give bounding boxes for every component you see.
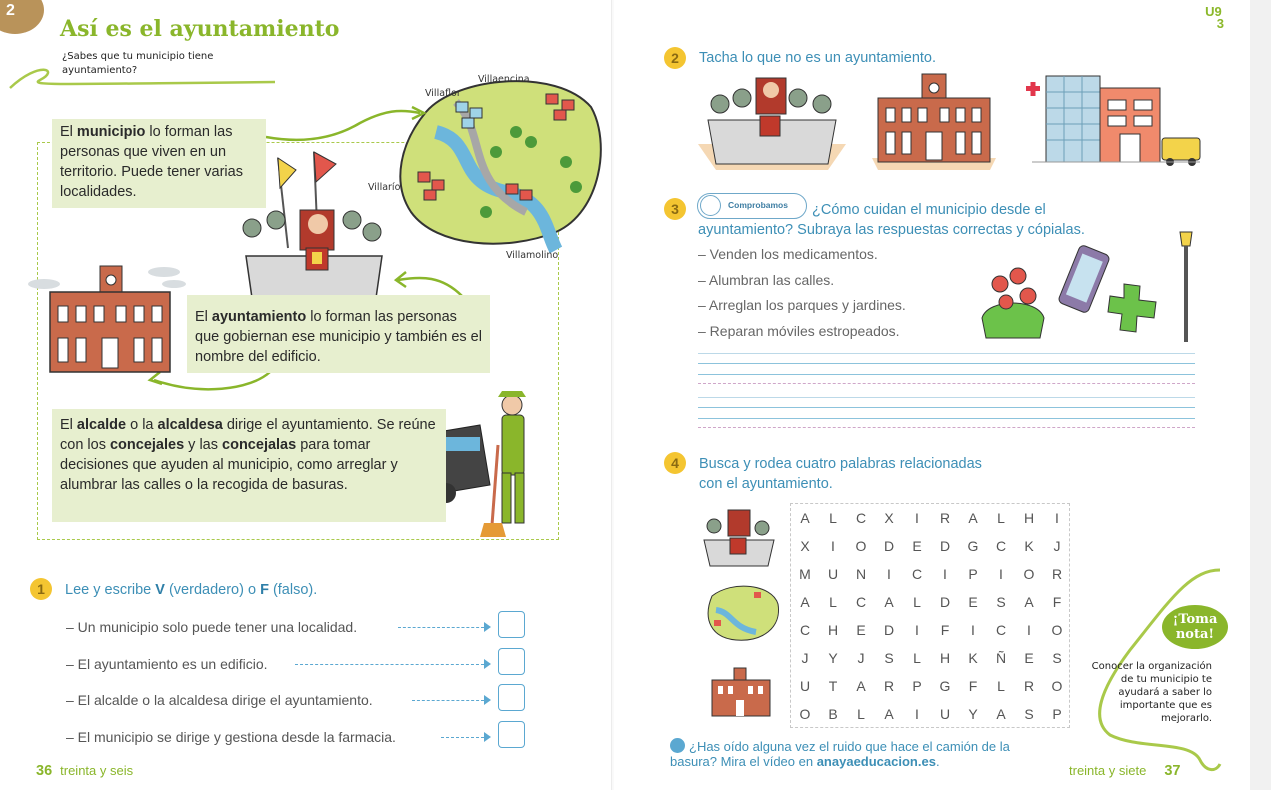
unit-tag-line: 3 — [1216, 16, 1224, 31]
grid-letter[interactable]: L — [829, 594, 837, 610]
grid-letter[interactable]: O — [1051, 622, 1063, 638]
grid-letter[interactable]: D — [883, 622, 895, 638]
dotted-arrow — [441, 737, 484, 738]
grid-row — [791, 588, 1071, 616]
page-title: Así es el ayuntamiento — [60, 16, 340, 42]
grid-letter[interactable]: D — [939, 538, 951, 554]
page-number: 37 — [1164, 763, 1181, 779]
activity-2-instruction: Tacha lo que no es un ayuntamiento. — [699, 50, 936, 66]
unit-tab-number: 2 — [6, 2, 15, 19]
grid-letter[interactable]: F — [968, 678, 978, 694]
info-text: lo forman las personas que gobiernan ese municipio y también es el nombre del edificio. — [195, 309, 482, 365]
grid-row — [791, 644, 1071, 672]
page-subtitle: ¿Sabes que tu municipio tiene ayuntamiento? — [62, 51, 214, 76]
arrow-head-icon — [484, 622, 491, 632]
grid-letter[interactable]: P — [968, 566, 978, 582]
grid-letter[interactable]: H — [939, 650, 951, 666]
council-meeting-option[interactable] — [698, 74, 846, 170]
grid-letter[interactable]: R — [1051, 566, 1063, 582]
activity-3-question-line2: ayuntamiento? Subraya las respuestas correctas y cópialas. — [698, 222, 1085, 238]
activity-1-instruction — [65, 580, 317, 600]
council-thumbnail — [700, 506, 778, 570]
info-box-ayuntamiento — [187, 295, 490, 373]
true-false-statement: – El alcalde o la alcaldesa dirige el ayuntamiento. — [66, 692, 373, 708]
grid-letter[interactable]: M — [799, 566, 811, 582]
grid-letter[interactable]: S — [1024, 706, 1034, 722]
page-edge — [1250, 0, 1271, 790]
toma-nota-badge — [1162, 605, 1228, 649]
grid-letter[interactable]: K — [968, 650, 978, 666]
grid-letter[interactable]: J — [857, 650, 865, 666]
grid-letter[interactable]: S — [1052, 650, 1062, 666]
info-keyword: alcaldesa — [157, 417, 223, 433]
dotted-arrow — [412, 700, 484, 701]
grid-letter[interactable]: U — [939, 706, 951, 722]
grid-letter[interactable]: L — [997, 678, 1005, 694]
grid-letter[interactable]: P — [912, 678, 922, 694]
page-footer-right — [1069, 763, 1180, 779]
map-thumbnail — [702, 580, 780, 644]
writing-lines-2[interactable] — [698, 397, 1195, 428]
grid-letter[interactable]: S — [884, 650, 894, 666]
toma-nota-text: Conocer la organización de tu municipio te ayudará a saber lo importante que es mejorarlo. — [1091, 661, 1212, 724]
grid-letter[interactable]: B — [828, 706, 838, 722]
info-text: y las — [184, 437, 223, 453]
grid-letter[interactable]: L — [857, 706, 865, 722]
dotted-arrow — [398, 627, 484, 628]
grid-letter[interactable]: C — [995, 538, 1007, 554]
page-number-words: treinta y seis — [60, 763, 134, 778]
grid-letter[interactable]: I — [1055, 510, 1059, 526]
grid-row — [791, 504, 1071, 532]
town-hall-illustration — [14, 258, 194, 378]
pharmacy-cross-icon — [1106, 282, 1160, 334]
page-number: 36 — [36, 763, 53, 779]
instruction-keyword: V — [155, 582, 165, 598]
grid-row — [791, 616, 1071, 644]
answer-option[interactable]: – Reparan móviles estropeados. — [698, 323, 900, 339]
grid-letter[interactable]: I — [1027, 622, 1031, 638]
grid-letter[interactable]: P — [1052, 706, 1062, 722]
flowers-icon — [978, 268, 1048, 340]
grid-letter[interactable]: U — [827, 566, 839, 582]
instruction-text: (verdadero) o — [164, 582, 261, 598]
grid-letter[interactable]: H — [1023, 510, 1035, 526]
town-hall-thumbnail — [708, 666, 774, 718]
place-label-villaencina: Villaencina — [478, 74, 530, 85]
grid-letter[interactable]: L — [829, 510, 837, 526]
grid-letter[interactable]: O — [1023, 566, 1035, 582]
grid-letter[interactable]: A — [856, 678, 866, 694]
grid-letter[interactable]: X — [884, 510, 894, 526]
grid-letter[interactable]: A — [800, 510, 810, 526]
activity-4-instruction-line2: con el ayuntamiento. — [699, 476, 833, 492]
info-keyword: concejales — [109, 437, 185, 453]
instruction-text: (falso). — [268, 582, 318, 598]
dotted-arrow — [295, 664, 484, 665]
badge-label: Comprobamos — [728, 200, 788, 210]
grid-letter[interactable]: H — [827, 622, 839, 638]
grid-letter[interactable]: O — [1051, 678, 1063, 694]
answer-box-2[interactable] — [498, 648, 525, 675]
grid-letter[interactable]: E — [912, 538, 922, 554]
info-text: o la — [126, 417, 158, 433]
info-text: dirige el ayuntamiento. Se reúne con los — [60, 417, 436, 453]
subtitle-underline — [0, 60, 290, 120]
grid-letter[interactable]: I — [971, 622, 975, 638]
info-text: para tomar decisiones que ayuden al municipio, como arreglar y alumbrar las calles o la recogida de basuras. — [60, 437, 398, 493]
grid-letter[interactable]: J — [1053, 538, 1061, 554]
grid-letter[interactable]: A — [1024, 594, 1034, 610]
grid-letter[interactable]: J — [801, 650, 809, 666]
grid-letter[interactable]: O — [855, 538, 867, 554]
grid-letter[interactable]: E — [1024, 650, 1034, 666]
grid-row — [791, 532, 1071, 560]
info-text: El — [60, 417, 77, 433]
town-hall-option[interactable] — [872, 72, 996, 170]
grid-letter[interactable]: O — [799, 706, 811, 722]
left-page — [0, 0, 612, 790]
grid-letter[interactable]: F — [940, 622, 950, 638]
true-false-statement: – Un municipio solo puede tener una localidad. — [66, 619, 358, 635]
arrow-head-icon — [484, 659, 491, 669]
grid-letter[interactable]: C — [799, 622, 811, 638]
grid-letter[interactable]: X — [800, 538, 810, 554]
word-search-grid[interactable] — [790, 503, 1070, 728]
activity-4-instruction-line1: Busca y rodea cuatro palabras relacionadas — [699, 456, 982, 472]
answer-option[interactable]: – Venden los medicamentos. — [698, 246, 878, 262]
unit-tab — [0, 0, 44, 34]
unit-tag — [1203, 6, 1224, 30]
grid-letter[interactable]: K — [1024, 538, 1034, 554]
info-keyword: ayuntamiento — [211, 309, 307, 325]
grid-letter[interactable]: C — [855, 510, 867, 526]
toma-nota-title: ¡Toma — [1172, 612, 1218, 627]
grid-letter[interactable]: I — [887, 566, 891, 582]
grid-letter[interactable]: I — [943, 566, 947, 582]
arrow-to-map — [260, 105, 430, 145]
grid-letter[interactable]: I — [915, 510, 919, 526]
grid-letter[interactable]: E — [856, 622, 866, 638]
page-number-words: treinta y siete — [1069, 763, 1147, 778]
street-lamp-icon — [1176, 228, 1196, 344]
info-text: El — [195, 309, 212, 325]
info-text: El — [60, 124, 77, 140]
grid-letter[interactable]: I — [999, 566, 1003, 582]
grid-letter[interactable]: S — [996, 594, 1006, 610]
arrow-head-icon — [484, 732, 491, 742]
video-note-text: . — [935, 754, 940, 769]
grid-letter[interactable]: N — [855, 566, 867, 582]
grid-letter[interactable]: R — [883, 678, 895, 694]
grid-letter[interactable]: A — [884, 706, 894, 722]
answer-option[interactable]: – Arreglan los parques y jardines. — [698, 297, 906, 313]
grid-letter[interactable]: I — [831, 538, 835, 554]
instruction-text: Lee y escribe — [65, 582, 156, 598]
grid-letter[interactable]: T — [828, 678, 838, 694]
instruction-keyword: F — [260, 582, 269, 598]
video-link[interactable]: anayaeducacion.es — [816, 754, 936, 769]
hospital-option[interactable] — [1022, 72, 1202, 170]
grid-letter[interactable]: L — [913, 650, 921, 666]
grid-letter[interactable]: C — [911, 566, 923, 582]
grid-letter[interactable]: G — [967, 538, 979, 554]
true-false-statement: – El municipio se dirige y gestiona desde la farmacia. — [66, 729, 396, 745]
unit-tag-line: U9 — [1205, 4, 1222, 19]
info-keyword: concejalas — [222, 437, 297, 453]
activity-number-4: 4 — [664, 452, 686, 474]
grid-letter[interactable]: F — [1052, 594, 1062, 610]
grid-letter[interactable]: C — [995, 622, 1007, 638]
toma-nota-title: nota! — [1175, 627, 1215, 642]
grid-row — [791, 700, 1071, 728]
grid-letter[interactable]: U — [799, 678, 811, 694]
grid-row — [791, 672, 1071, 700]
arrow-head-icon — [484, 695, 491, 705]
grid-letter[interactable]: C — [855, 594, 867, 610]
grid-letter[interactable]: L — [913, 594, 921, 610]
grid-letter[interactable]: I — [915, 706, 919, 722]
info-text: lo forman las personas que viven en un territorio. Puede tener varias localidades. — [60, 124, 243, 200]
grid-letter[interactable]: Y — [828, 650, 838, 666]
grid-letter[interactable]: R — [939, 510, 951, 526]
wifi-icon — [670, 738, 685, 753]
grid-letter[interactable]: Y — [968, 706, 978, 722]
page-footer-left — [36, 763, 133, 779]
activity-number-2: 2 — [664, 47, 686, 69]
place-label-villaflor: Villaflor — [425, 88, 461, 99]
info-box-alcalde — [52, 409, 446, 522]
answer-option[interactable]: – Alumbran las calles. — [698, 272, 835, 288]
check-icon — [700, 195, 721, 216]
video-note-text: ¿Has oído alguna vez el ruido que hace el camión de la basura? Mira el vídeo en — [670, 739, 1010, 769]
grid-row — [791, 560, 1071, 588]
grid-letter[interactable]: G — [939, 678, 951, 694]
video-note — [670, 738, 1030, 769]
info-box-municipio — [52, 119, 266, 208]
grid-letter[interactable]: A — [800, 594, 810, 610]
activity-number-3: 3 — [664, 198, 686, 220]
grid-letter[interactable]: Ñ — [995, 650, 1007, 666]
grid-letter[interactable]: A — [884, 594, 894, 610]
place-label-villario: Villarío — [368, 182, 401, 193]
grid-letter[interactable]: A — [968, 510, 978, 526]
answer-box-3[interactable] — [498, 684, 525, 711]
activity-3-question-line1: ¿Cómo cuidan el municipio desde el — [812, 202, 1046, 218]
grid-letter[interactable]: I — [915, 622, 919, 638]
grid-letter[interactable]: R — [1023, 678, 1035, 694]
comprobamos-badge — [697, 193, 807, 219]
place-label-villamolino: Villamolino — [506, 250, 559, 261]
info-keyword: municipio — [76, 124, 146, 140]
grid-letter[interactable]: L — [997, 510, 1005, 526]
municipality-map-illustration — [396, 72, 606, 252]
info-keyword: alcalde — [76, 417, 127, 433]
grid-letter[interactable]: E — [968, 594, 978, 610]
answer-box-1[interactable] — [498, 611, 525, 638]
writing-lines-1[interactable] — [698, 353, 1195, 384]
grid-letter[interactable]: D — [883, 538, 895, 554]
answer-box-4[interactable] — [498, 721, 525, 748]
activity-number-1: 1 — [30, 578, 52, 600]
true-false-statement: – El ayuntamiento es un edificio. — [66, 656, 268, 672]
grid-letter[interactable]: A — [996, 706, 1006, 722]
grid-letter[interactable]: D — [939, 594, 951, 610]
